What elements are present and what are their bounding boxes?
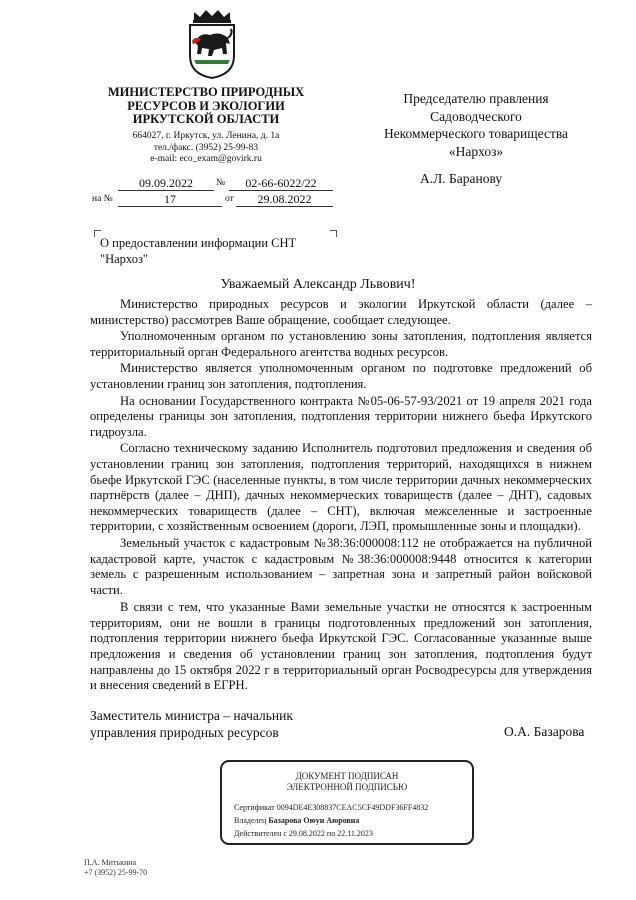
ref-number-underline — [118, 205, 222, 207]
subject — [100, 236, 340, 267]
paragraph: Министерство природных ресурсов и экологии Иркутской области (далее – министерство) рассмотрев Ваше обращение, сообщает следующее. — [90, 297, 592, 327]
e-signature-stamp — [220, 760, 474, 845]
executor-name: П.А. Митькина — [84, 858, 137, 867]
paragraph: Министерство является уполномоченным органом по подготовке предложений об установлении границ зон затопления, подтопления. — [90, 361, 592, 391]
signer-name: О.А. Базарова — [504, 724, 585, 739]
validity-value: с 29.08.2022 по 22.11.2023 — [283, 829, 373, 838]
number-label: № — [216, 178, 226, 188]
owner-label: Владелец — [234, 816, 267, 825]
owner-row — [234, 814, 428, 827]
signer-position-line: управления природных ресурсов — [90, 725, 279, 740]
executor-info — [84, 858, 147, 878]
ministry-line: ИРКУТСКОЙ ОБЛАСТИ — [132, 112, 280, 126]
ministry-line: МИНИСТЕРСТВО ПРИРОДНЫХ — [107, 85, 305, 99]
paragraph: В связи с тем, что указанные Вами земельные участки не относятся к застроенным территориям, они не вошли в границы подготовленных предложений зон затопления, подтопления территории нижнего бьефа Иркутской ГЭС. Согласованные указанные выше предложения и сведения об установлении границ зон затопления, подтопления будут направлены до 15 октября 2022 г в территориальный орган Росводресурсы для утверждения и внесения сведений в ЕГРН. — [90, 600, 592, 693]
recipient-line: Садоводческого — [430, 108, 522, 124]
ref-date-underline — [236, 205, 333, 207]
signer-position-line: Заместитель министра – начальник — [90, 708, 293, 723]
ref-label: на № — [92, 194, 113, 204]
ref-date-label: от — [225, 194, 234, 204]
validity-label: Действителен — [234, 829, 282, 838]
subject-line: О предоставлении информации СНТ — [100, 236, 297, 250]
address-line: 664027, г. Иркутск, ул. Ленина, д. 1а — [132, 131, 280, 141]
greeting: Уважаемый Александр Львович! — [220, 277, 416, 292]
date-underline — [118, 189, 214, 191]
ministry-line: РЕСУРСОВ И ЭКОЛОГИИ — [127, 98, 285, 113]
signer-position — [90, 707, 293, 741]
recipient-name: А.Л. Баранову — [420, 171, 503, 186]
number-underline — [229, 189, 333, 191]
paragraph: Уполномоченным органом по установлению зоны затопления, подтопления является территориальный орган Федерального агентства водных ресурсов. — [90, 329, 592, 359]
outgoing-date: 09.09.2022 — [139, 176, 193, 190]
e-signature-title-line: ЭЛЕКТРОННОЙ ПОДПИСЬЮ — [286, 781, 408, 792]
paragraph: Земельный участок с кадастровым №38:36:000008:112 не отображается на публичной кадастровой карте, участок с кадастровым №38:36:000008:9448 относится к категории земель с разрешенным использованием – запретная зона и запретный район войсковой части. — [90, 535, 592, 597]
e-signature-title — [222, 771, 472, 792]
recipient-block — [360, 90, 592, 160]
executor-phone: +7 (3952) 25-99-70 — [84, 868, 148, 877]
certificate-label: Сертификат — [234, 803, 275, 812]
email: e-mail: eco_exam@govirk.ru — [150, 154, 262, 164]
recipient-line: Председателю правления — [403, 91, 549, 106]
recipient-line: Некоммерческого товарищества — [383, 126, 569, 141]
validity-row — [234, 827, 428, 840]
certificate-value: 0094DE4E308837CEAC5CF49DDF36FF4832 — [276, 803, 429, 812]
ref-date: 29.08.2022 — [257, 192, 312, 206]
outgoing-number: 02-66-6022/22 — [245, 176, 317, 190]
e-signature-title-line: ДОКУМЕНТ ПОДПИСАН — [295, 771, 399, 781]
paragraph: Согласно техническому заданию Исполнитель подготовил предложения и сведения об установлении границ зон затопления, подтопления территорий, находящихся в нижнем бьефе Иркутской ГЭС (населенные пункты, в том числе территории дачных некоммерческих партнёрств (далее – ДНП), дачных некоммерческих товариществ (далее – ДНТ), садовых некоммерческих товариществ (далее – СНТ), включая межселенные и застроенные территории, с хозяйственным освоением (дороги, ЛЭП, промышленные зоны и площадки). — [90, 441, 592, 534]
ministry-name — [92, 86, 320, 127]
irkutsk-coat-of-arms-icon — [186, 8, 238, 80]
recipient-line: «Нархоз» — [448, 143, 504, 159]
paragraph: На основании Государственного контракта №05-06-57-93/2021 от 19 апреля 2021 года определены границы зон затопления, подтопления территории нижнего бьефа Иркутского гидроузла. — [90, 393, 592, 439]
subject-line: "Нархоз" — [100, 251, 148, 266]
phone-fax: тел./факс. (3952) 25-99-83 — [153, 142, 259, 153]
e-signature-details — [234, 801, 428, 840]
owner-value: Базарова Оюун Аюровна — [268, 816, 360, 825]
ref-number: 17 — [164, 192, 176, 206]
certificate-row — [234, 801, 428, 814]
letter-body — [90, 297, 592, 695]
ministry-address — [92, 131, 320, 166]
